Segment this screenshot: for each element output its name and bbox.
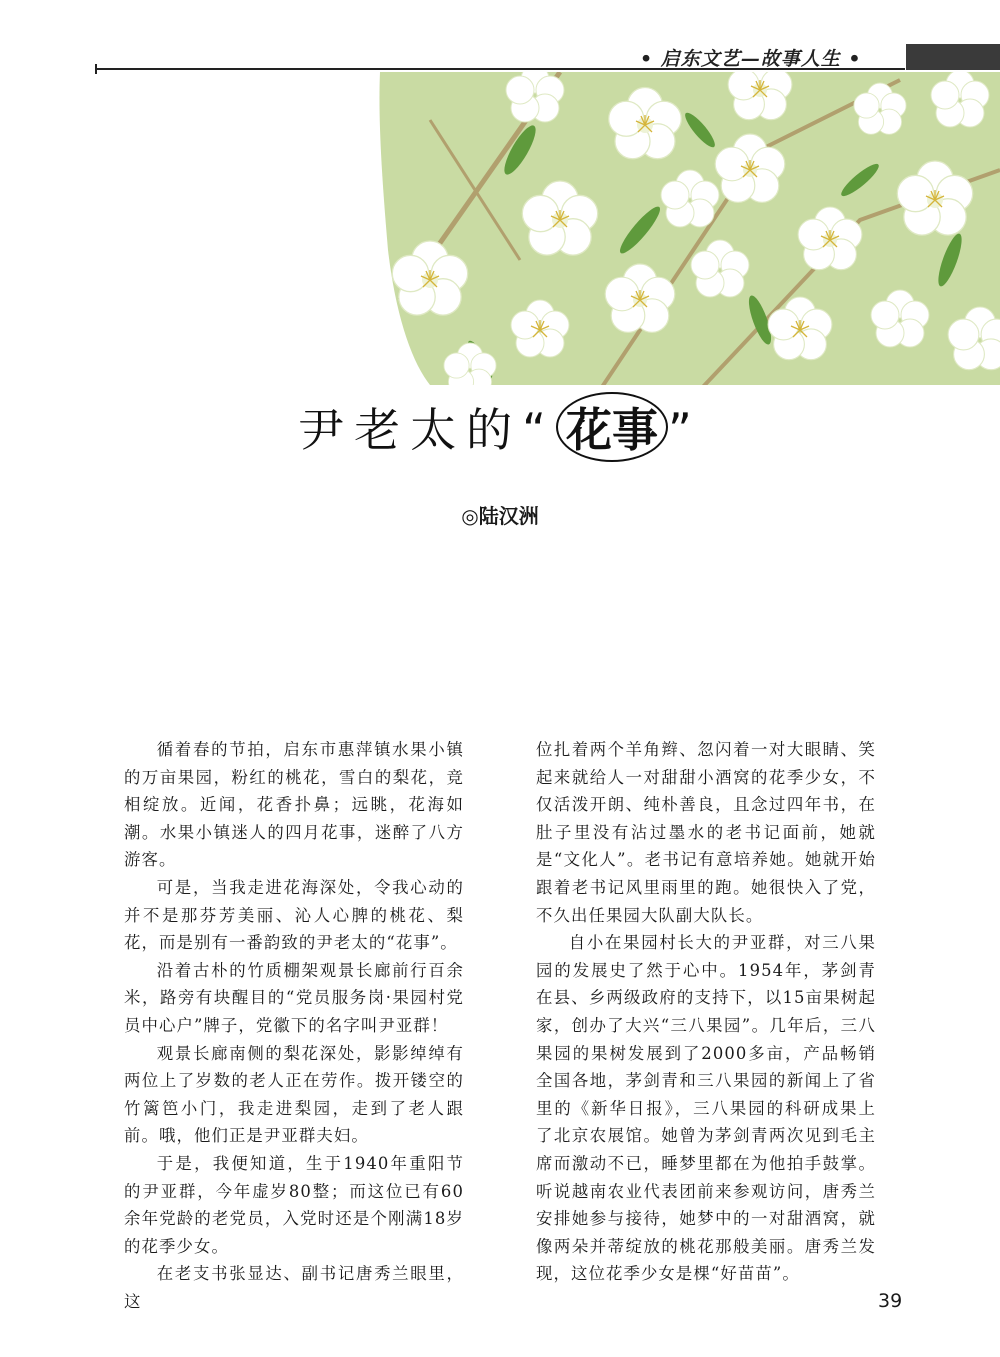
- left-column: [124, 736, 464, 1315]
- paragraph: 在老支书张显达、副书记唐秀兰眼里，这: [124, 1264, 464, 1311]
- blossom-illustration: [0, 0, 1000, 400]
- paragraph: 于是，我便知道，生于1940年重阳节的尹亚群，今年虚岁80整；而这位已有60余年党龄的老党员，入党时还是个刚满18岁的花季少女。: [124, 1153, 464, 1256]
- paragraph-continued: 位扎着两个羊角辫、忽闪着一对大眼睛、笑起来就给人一对甜甜小酒窝的花季少女，不仅活泼开朗、纯朴善良，且念过四年书，在肚子里没有沾过墨水的老书记面前，她就是“文化人”。老书记有意培养她。她就开始跟着老书记风里雨里的跑。她很快入了党，不久出任果园大队副大队长。: [536, 740, 876, 925]
- title-prefix: 尹老太的: [298, 403, 523, 457]
- title-close-quote: ”: [668, 403, 702, 457]
- page-number: 39: [878, 1290, 903, 1312]
- author-byline: ◎陆汉洲: [461, 504, 539, 528]
- article-title: [0, 392, 1000, 462]
- paragraph: 自小在果园村长大的尹亚群，对三八果园的发展史了然于心中。1954年，茅剑青在县、乡两级政府的支持下，以15亩果树起家，创办了大兴“三八果园”。几年后，三八果园的果树发展到了2000多亩，产品畅销全国各地，茅剑青和三八果园的新闻上了省里的《新华日报》，三八果园的科研成果上了北京农展馆。她曾为茅剑青两次见到毛主席而激动不已，睡梦里都在为他拍手鼓掌。听说越南农业代表团前来参观访问，唐秀兰安排她参与接待，她梦中的一对甜酒窝，就像两朵并蒂绽放的桃花那般美丽。唐秀兰发现，这位花季少女是棵“好苗苗”。: [536, 933, 876, 1284]
- section-header: • 启东文艺—故事人生 •: [640, 48, 862, 70]
- paragraph: 可是，当我走进花海深处，令我心动的并不是那芬芳美丽、沁人心脾的桃花、梨花，而是别有一番韵致的尹老太的“花事”。: [124, 877, 464, 953]
- paragraph: 循着春的节拍，启东市惠萍镇水果小镇的万亩果园，粉红的桃花，雪白的梨花，竞相绽放。近闻，花香扑鼻；远眺，花海如潮。水果小镇迷人的四月花事，迷醉了八方游客。: [124, 740, 464, 870]
- right-column: [536, 736, 876, 1288]
- paragraph: 沿着古朴的竹质棚架观景长廊前行百余米，路旁有块醒目的“党员服务岗·果园村党员中心户”牌子，党徽下的名字叫尹亚群！: [124, 960, 464, 1035]
- title-open-quote: “: [522, 403, 556, 457]
- paragraph: 观景长廊南侧的梨花深处，影影绰绰有两位上了岁数的老人正在劳作。拨开镂空的竹篱笆小门，我走进梨园，走到了老人跟前。哦，他们正是尹亚群夫妇。: [124, 1043, 464, 1146]
- title-highlight: 花事: [556, 392, 668, 462]
